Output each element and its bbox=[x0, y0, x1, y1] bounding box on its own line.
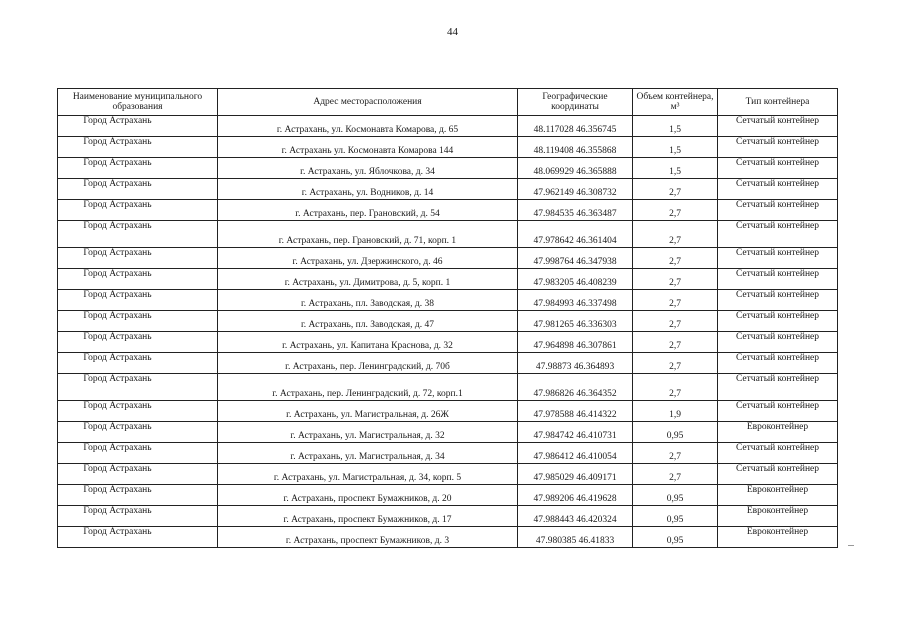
municipality-text: Город Астрахань bbox=[83, 443, 152, 453]
container-type-cell: Сетчатый контейнер bbox=[718, 464, 838, 485]
municipality-cell bbox=[58, 248, 218, 269]
coordinates-cell: 47.984993 46.337498 bbox=[518, 290, 633, 311]
address-cell: г. Астрахань, ул. Яблочкова, д. 34 bbox=[218, 158, 518, 179]
container-type-cell: Евроконтейнер bbox=[718, 506, 838, 527]
container-type-cell: Сетчатый контейнер bbox=[718, 200, 838, 221]
address-cell: г. Астрахань, ул. Водников, д. 14 bbox=[218, 179, 518, 200]
address-cell: г. Астрахань, пер. Грановский, д. 54 bbox=[218, 200, 518, 221]
container-type-cell: Сетчатый контейнер bbox=[718, 332, 838, 353]
address-cell: г. Астрахань, ул. Магистральная, д. 26Ж bbox=[218, 401, 518, 422]
municipality-text: Город Астрахань bbox=[83, 290, 152, 300]
volume-cell: 0,95 bbox=[633, 506, 718, 527]
municipality-text: Город Астрахань bbox=[83, 527, 152, 537]
municipality-text: Город Астрахань bbox=[83, 485, 152, 495]
municipality-cell bbox=[58, 527, 218, 548]
volume-cell: 2,7 bbox=[633, 179, 718, 200]
volume-cell: 2,7 bbox=[633, 248, 718, 269]
municipality-cell bbox=[58, 401, 218, 422]
container-type-cell: Сетчатый контейнер bbox=[718, 311, 838, 332]
header-volume: Объем контейнера, м³ bbox=[633, 89, 718, 116]
table-row bbox=[58, 422, 838, 443]
address-cell: г. Астрахань, ул. Магистральная, д. 32 bbox=[218, 422, 518, 443]
address-cell: г. Астрахань, ул. Капитана Краснова, д. 32 bbox=[218, 332, 518, 353]
header-address: Адрес месторасположения bbox=[218, 89, 518, 116]
container-type-cell: Сетчатый контейнер bbox=[718, 290, 838, 311]
table-row bbox=[58, 290, 838, 311]
volume-cell: 1,5 bbox=[633, 116, 718, 137]
municipality-text: Город Астрахань bbox=[83, 506, 152, 516]
address-cell: г. Астрахань, ул. Дзержинского, д. 46 bbox=[218, 248, 518, 269]
volume-cell: 1,5 bbox=[633, 158, 718, 179]
coordinates-cell: 47.981265 46.336303 bbox=[518, 311, 633, 332]
table-header-row bbox=[58, 89, 838, 116]
municipality-text: Город Астрахань bbox=[83, 200, 152, 210]
municipality-text: Город Астрахань bbox=[83, 464, 152, 474]
volume-cell: 2,7 bbox=[633, 374, 718, 401]
coordinates-cell: 47.986826 46.364352 bbox=[518, 374, 633, 401]
volume-cell: 2,7 bbox=[633, 290, 718, 311]
municipality-cell bbox=[58, 311, 218, 332]
municipality-cell bbox=[58, 443, 218, 464]
municipality-text: Город Астрахань bbox=[83, 221, 152, 231]
volume-cell: 2,7 bbox=[633, 269, 718, 290]
address-cell: г. Астрахань, проспект Бумажников, д. 17 bbox=[218, 506, 518, 527]
volume-cell: 2,7 bbox=[633, 311, 718, 332]
address-cell: г. Астрахань, ул. Димитрова, д. 5, корп. 1 bbox=[218, 269, 518, 290]
table-row bbox=[58, 443, 838, 464]
address-cell: г. Астрахань, пл. Заводская, д. 38 bbox=[218, 290, 518, 311]
table-row bbox=[58, 179, 838, 200]
table-row bbox=[58, 353, 838, 374]
container-type-cell: Евроконтейнер bbox=[718, 485, 838, 506]
container-sites-table bbox=[57, 88, 838, 548]
container-type-cell: Сетчатый контейнер bbox=[718, 401, 838, 422]
container-type-cell: Сетчатый контейнер bbox=[718, 137, 838, 158]
volume-cell: 2,7 bbox=[633, 200, 718, 221]
table-row bbox=[58, 401, 838, 422]
table-body bbox=[58, 116, 838, 548]
coordinates-cell: 48.119408 46.355868 bbox=[518, 137, 633, 158]
table-row bbox=[58, 269, 838, 290]
volume-cell: 2,7 bbox=[633, 221, 718, 248]
coordinates-cell: 47.983205 46.408239 bbox=[518, 269, 633, 290]
coordinates-cell: 47.984535 46.363487 bbox=[518, 200, 633, 221]
coordinates-cell: 47.986412 46.410054 bbox=[518, 443, 633, 464]
municipality-cell bbox=[58, 332, 218, 353]
volume-cell: 2,7 bbox=[633, 443, 718, 464]
header-municipality: Наименование муниципального образования bbox=[58, 89, 218, 116]
table-row bbox=[58, 221, 838, 248]
coordinates-cell: 47.978588 46.414322 bbox=[518, 401, 633, 422]
container-type-cell: Сетчатый контейнер bbox=[718, 116, 838, 137]
address-cell: г. Астрахань, пл. Заводская, д. 47 bbox=[218, 311, 518, 332]
volume-cell: 1,9 bbox=[633, 401, 718, 422]
address-cell: г. Астрахань, проспект Бумажников, д. 3 bbox=[218, 527, 518, 548]
volume-cell: 0,95 bbox=[633, 485, 718, 506]
table-row bbox=[58, 527, 838, 548]
municipality-text: Город Астрахань bbox=[83, 248, 152, 258]
container-type-cell: Сетчатый контейнер bbox=[718, 248, 838, 269]
coordinates-cell: 47.98873 46.364893 bbox=[518, 353, 633, 374]
container-type-cell: Сетчатый контейнер bbox=[718, 179, 838, 200]
municipality-text: Город Астрахань bbox=[83, 137, 152, 147]
volume-cell: 2,7 bbox=[633, 464, 718, 485]
municipality-cell bbox=[58, 485, 218, 506]
table-row bbox=[58, 137, 838, 158]
coordinates-cell: 47.984742 46.410731 bbox=[518, 422, 633, 443]
address-cell: г. Астрахань, пер. Ленинградский, д. 72, корп.1 bbox=[218, 374, 518, 401]
address-cell: г. Астрахань, проспект Бумажников, д. 20 bbox=[218, 485, 518, 506]
table-row bbox=[58, 506, 838, 527]
municipality-text: Город Астрахань bbox=[83, 374, 152, 384]
table-row bbox=[58, 332, 838, 353]
municipality-text: Город Астрахань bbox=[83, 422, 152, 432]
container-type-cell: Сетчатый контейнер bbox=[718, 158, 838, 179]
table-row bbox=[58, 485, 838, 506]
municipality-text: Город Астрахань bbox=[83, 401, 152, 411]
table-row bbox=[58, 248, 838, 269]
table-row bbox=[58, 158, 838, 179]
municipality-text: Город Астрахань bbox=[83, 269, 152, 279]
municipality-text: Город Астрахань bbox=[83, 353, 152, 363]
coordinates-cell: 48.069929 46.365888 bbox=[518, 158, 633, 179]
municipality-cell bbox=[58, 179, 218, 200]
municipality-text: Город Астрахань bbox=[83, 311, 152, 321]
container-type-cell: Сетчатый контейнер bbox=[718, 221, 838, 248]
container-type-cell: Евроконтейнер bbox=[718, 527, 838, 548]
municipality-text: Город Астрахань bbox=[83, 116, 152, 126]
address-cell: г. Астрахань, пер. Грановский, д. 71, корп. 1 bbox=[218, 221, 518, 248]
container-type-cell: Сетчатый контейнер bbox=[718, 443, 838, 464]
coordinates-cell: 48.117028 46.356745 bbox=[518, 116, 633, 137]
municipality-cell bbox=[58, 158, 218, 179]
municipality-cell bbox=[58, 422, 218, 443]
municipality-cell bbox=[58, 464, 218, 485]
municipality-cell bbox=[58, 116, 218, 137]
municipality-cell bbox=[58, 221, 218, 248]
coordinates-cell: 47.962149 46.308732 bbox=[518, 179, 633, 200]
municipality-cell bbox=[58, 353, 218, 374]
table-row bbox=[58, 311, 838, 332]
address-cell: г. Астрахань ул. Космонавта Комарова 144 bbox=[218, 137, 518, 158]
page-number: 44 bbox=[447, 26, 458, 38]
header-coordinates: Географические координаты bbox=[518, 89, 633, 116]
container-type-cell: Евроконтейнер bbox=[718, 422, 838, 443]
table-row bbox=[58, 116, 838, 137]
volume-cell: 2,7 bbox=[633, 332, 718, 353]
address-cell: г. Астрахань, ул. Магистральная, д. 34, корп. 5 bbox=[218, 464, 518, 485]
municipality-cell bbox=[58, 137, 218, 158]
address-cell: г. Астрахань, ул. Магистральная, д. 34 bbox=[218, 443, 518, 464]
scan-mark bbox=[848, 545, 854, 546]
volume-cell: 1,5 bbox=[633, 137, 718, 158]
container-type-cell: Сетчатый контейнер bbox=[718, 269, 838, 290]
table-row bbox=[58, 464, 838, 485]
header-container-type: Тип контейнера bbox=[718, 89, 838, 116]
coordinates-cell: 47.964898 46.307861 bbox=[518, 332, 633, 353]
coordinates-cell: 47.998764 46.347938 bbox=[518, 248, 633, 269]
coordinates-cell: 47.989206 46.419628 bbox=[518, 485, 633, 506]
container-type-cell: Сетчатый контейнер bbox=[718, 374, 838, 401]
municipality-text: Город Астрахань bbox=[83, 179, 152, 189]
coordinates-cell: 47.988443 46.420324 bbox=[518, 506, 633, 527]
coordinates-cell: 47.978642 46.361404 bbox=[518, 221, 633, 248]
container-type-cell: Сетчатый контейнер bbox=[718, 353, 838, 374]
municipality-cell bbox=[58, 374, 218, 401]
volume-cell: 2,7 bbox=[633, 353, 718, 374]
address-cell: г. Астрахань, пер. Ленинградский, д. 70б bbox=[218, 353, 518, 374]
municipality-text: Город Астрахань bbox=[83, 158, 152, 168]
municipality-text: Город Астрахань bbox=[83, 332, 152, 342]
table-row bbox=[58, 374, 838, 401]
coordinates-cell: 47.980385 46.41833 bbox=[518, 527, 633, 548]
municipality-cell bbox=[58, 290, 218, 311]
municipality-cell bbox=[58, 506, 218, 527]
municipality-cell bbox=[58, 200, 218, 221]
table-row bbox=[58, 200, 838, 221]
volume-cell: 0,95 bbox=[633, 527, 718, 548]
municipality-cell bbox=[58, 269, 218, 290]
coordinates-cell: 47.985029 46.409171 bbox=[518, 464, 633, 485]
address-cell: г. Астрахань, ул. Космонавта Комарова, д. 65 bbox=[218, 116, 518, 137]
volume-cell: 0,95 bbox=[633, 422, 718, 443]
